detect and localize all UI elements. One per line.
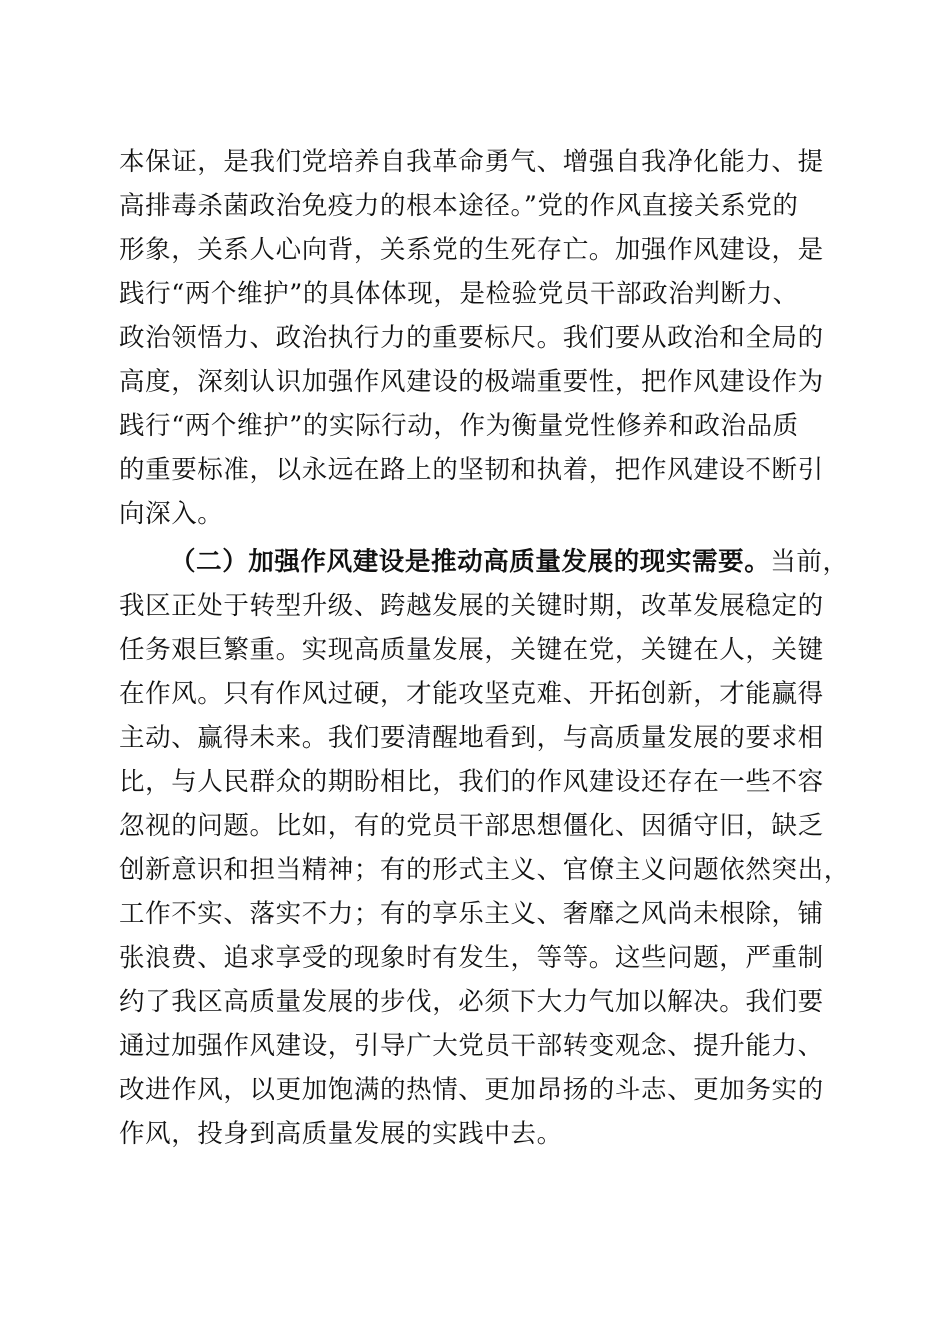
paragraph-line: 主动、赢得未来。我们要清醒地看到，与高质量发展的要求相 (119, 723, 824, 753)
paragraph-line: 作风，投身到高质量发展的实践中去。 (119, 1119, 563, 1149)
paragraph-line: 创新意识和担当精神；有的形式主义、官僚主义问题依然突出， (119, 855, 850, 885)
paragraph-line: 张浪费、追求享受的现象时有发生，等等。这些问题，严重制 (119, 943, 824, 973)
paragraph-line: 通过加强作风建设，引导广大党员干部转变观念、提升能力、 (119, 1031, 824, 1061)
paragraph-line: 践行“两个维护”的实际行动，作为衡量党性修养和政治品质 (119, 411, 799, 441)
paragraph-line: 高排毒杀菌政治免疫力的根本途径。”党的作风直接关系党的 (119, 191, 799, 221)
paragraph-line: 我区正处于转型升级、跨越发展的关键时期，改革发展稳定的 (119, 591, 824, 621)
paragraph-line: 高度，深刻认识加强作风建设的极端重要性，把作风建设作为 (119, 367, 824, 397)
paragraph-line: 忽视的问题。比如，有的党员干部思想僵化、因循守旧，缺乏 (119, 811, 824, 841)
paragraph-line: 在作风。只有作风过硬，才能攻坚克难、开拓创新，才能赢得 (119, 679, 824, 709)
paragraph-line: 的重要标准，以永远在路上的坚韧和执着，把作风建设不断引 (119, 455, 824, 485)
paragraph-line: 本保证，是我们党培养自我革命勇气、增强自我净化能力、提 (119, 147, 824, 177)
paragraph-line: 政治领悟力、政治执行力的重要标尺。我们要从政治和全局的 (119, 323, 824, 353)
paragraph-line: 任务艰巨繁重。实现高质量发展，关键在党，关键在人，关键 (119, 635, 824, 665)
paragraph-line: 形象，关系人心向背，关系党的生死存亡。加强作风建设，是 (119, 235, 824, 265)
paragraph-line: 向深入。 (119, 499, 224, 529)
section-heading-line (170, 540, 849, 584)
paragraph-line: 践行“两个维护”的具体体现，是检验党员干部政治判断力、 (119, 279, 799, 309)
paragraph-line-rest: 当前， (770, 547, 849, 577)
paragraph-line: 约了我区高质量发展的步伐，必须下大力气加以解决。我们要 (119, 987, 824, 1017)
paragraph-line: 工作不实、落实不力；有的享乐主义、奢靡之风尚未根除，铺 (119, 899, 824, 929)
paragraph-line: 改进作风，以更加饱满的热情、更加昂扬的斗志、更加务实的 (119, 1075, 824, 1105)
section-heading: （二）加强作风建设是推动高质量发展的现实需要。 (170, 547, 771, 577)
paragraph-line: 比，与人民群众的期盼相比，我们的作风建设还存在一些不容 (119, 767, 824, 797)
